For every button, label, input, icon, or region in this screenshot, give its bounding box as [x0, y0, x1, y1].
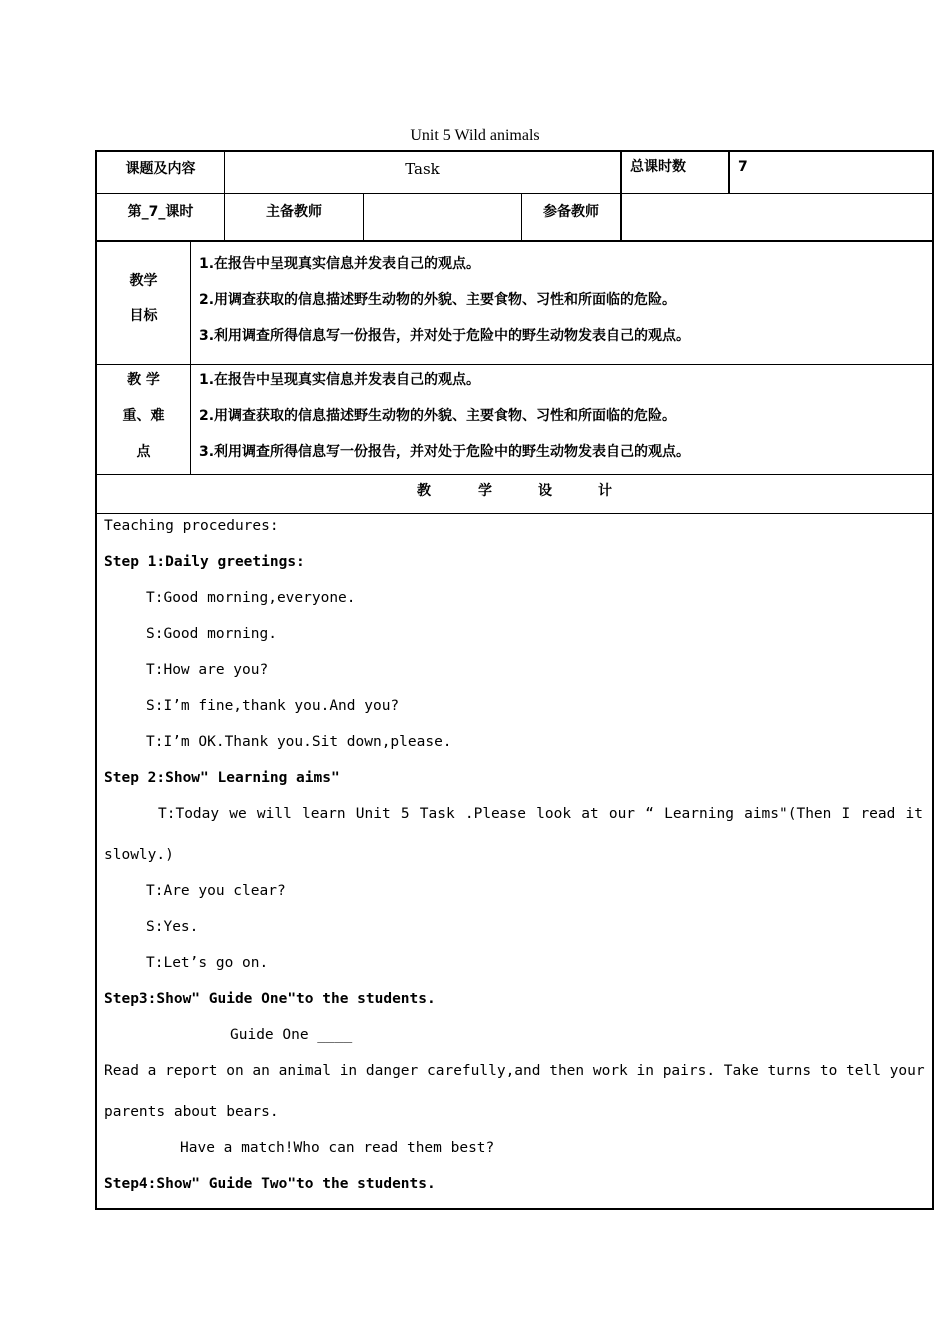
dialogue-line: T:Good morning,everyone. [146, 590, 356, 606]
key-point-item: 2.用调查获取的信息描述野生动物的外貌、主要食物、习性和所面临的危险。 [199, 408, 677, 424]
match-line: Have a match!Who can read them best? [180, 1140, 495, 1156]
dialogue-line: T:Are you clear? [146, 883, 286, 899]
goals-label-line1: 教学 [129, 273, 158, 289]
dialogue-line: T:Let’s go on. [146, 955, 269, 971]
step-1-heading: Step 1:Daily greetings: [104, 554, 305, 570]
row-divider [95, 513, 934, 514]
guide-one-label: Guide One ____ [230, 1027, 353, 1043]
design-heading-char: 设 [538, 483, 552, 499]
key-points-label-line3: 点 [136, 444, 151, 460]
goal-item: 2.用调查获取的信息描述野生动物的外貌、主要食物、习性和所面临的危险。 [199, 292, 677, 308]
row-divider [95, 474, 934, 475]
topic-value: Task [405, 160, 440, 178]
table-right-border [932, 150, 934, 1210]
step-3-heading: Step3:Show" Guide One"to the students. [104, 991, 436, 1007]
total-lessons-label: 总课时数 [630, 159, 686, 175]
step-2-paragraph-line1: T:Today we will learn Unit 5 Task .Please look at our “ Learning aims"(Then I read it [158, 806, 923, 822]
table-bottom-border [95, 1208, 934, 1210]
step-2-paragraph-line2: slowly.) [104, 847, 174, 863]
dialogue-line: T:How are you? [146, 662, 269, 678]
step-2-heading: Step 2:Show" Learning aims" [104, 770, 340, 786]
co-teacher-label: 参备教师 [543, 204, 599, 220]
main-teacher-value [364, 194, 521, 240]
dialogue-line: S:Yes. [146, 919, 199, 935]
procedures-intro: Teaching procedures: [104, 518, 279, 534]
topic-label: 课题及内容 [125, 161, 196, 177]
design-heading-char: 教 [417, 483, 431, 499]
co-teacher-value [622, 194, 932, 240]
design-heading-char: 学 [478, 483, 492, 499]
key-point-item: 1.在报告中呈现真实信息并发表自己的观点。 [199, 372, 481, 388]
goal-item: 3.利用调查所得信息写一份报告，并对处于危险中的野生动物发表自己的观点。 [199, 328, 691, 344]
col-divider [728, 150, 730, 194]
dialogue-line: T:I’m OK.Thank you.Sit down,please. [146, 734, 452, 750]
step-3-paragraph-line2: parents about bears. [104, 1104, 279, 1120]
key-points-label-line2: 重、难 [122, 408, 165, 424]
dialogue-line: S:I’m fine,thank you.And you? [146, 698, 400, 714]
key-point-item: 3.利用调查所得信息写一份报告，并对处于危险中的野生动物发表自己的观点。 [199, 444, 691, 460]
key-points-label-line1: 教 学 [127, 372, 160, 388]
row-divider [95, 240, 934, 242]
main-teacher-label: 主备教师 [266, 204, 322, 220]
total-lessons-value: 7 [738, 159, 748, 175]
dialogue-line: S:Good morning. [146, 626, 277, 642]
goal-item: 1.在报告中呈现真实信息并发表自己的观点。 [199, 256, 481, 272]
col-divider [190, 241, 191, 475]
step-4-heading: Step4:Show" Guide Two"to the students. [104, 1176, 436, 1192]
step-3-paragraph-line1: Read a report on an animal in danger carefully,and then work in pairs. Take turns to tell your [104, 1063, 925, 1079]
goals-label-line2: 目标 [129, 308, 158, 324]
document-title: Unit 5 Wild animals [410, 127, 540, 144]
row-divider [95, 364, 934, 365]
design-heading-char: 计 [598, 483, 612, 499]
lesson-number-label: 第_7_课时 [127, 204, 194, 220]
